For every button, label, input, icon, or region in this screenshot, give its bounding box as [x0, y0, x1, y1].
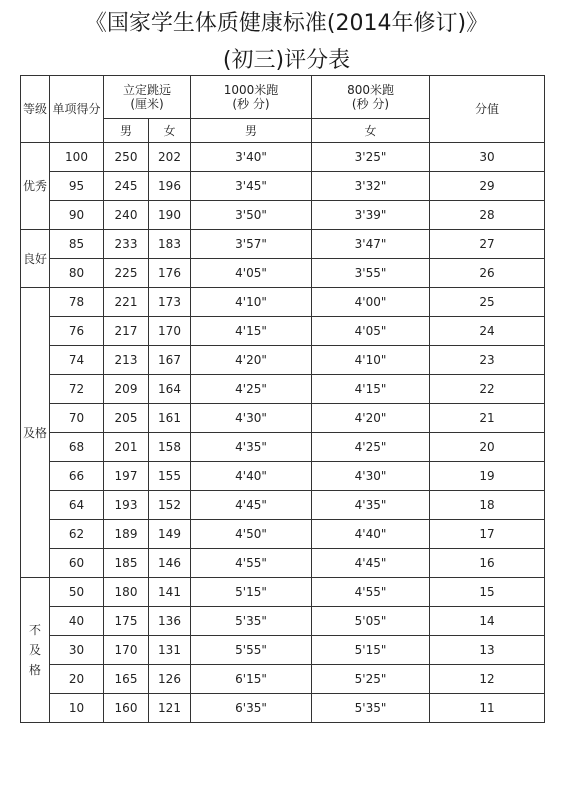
run-female-cell: 4'35" — [312, 491, 430, 520]
jump-male-cell: 185 — [104, 549, 149, 578]
jump-male-cell: 245 — [104, 172, 149, 201]
run-male-cell: 4'55" — [191, 549, 312, 578]
header-run-1000 — [191, 76, 312, 119]
jump-female-cell: 183 — [149, 230, 191, 259]
page-title: 《国家学生体质健康标准(2014年修订)》 — [84, 11, 489, 36]
points-cell: 24 — [430, 317, 545, 346]
run-male-cell: 3'40" — [191, 143, 312, 172]
item-score-cell: 100 — [50, 143, 104, 172]
run-female-cell: 5'35" — [312, 694, 430, 723]
table-row — [21, 288, 545, 317]
item-score-cell: 74 — [50, 346, 104, 375]
table-row — [21, 259, 545, 288]
jump-female-cell: 190 — [149, 201, 191, 230]
run-female-cell: 3'47" — [312, 230, 430, 259]
table-row — [21, 317, 545, 346]
run-male-cell: 4'20" — [191, 346, 312, 375]
header-run-800-unit: (秒 分) — [351, 97, 390, 111]
run-female-cell: 3'55" — [312, 259, 430, 288]
points-cell: 19 — [430, 462, 545, 491]
header-run-female: 女 — [312, 119, 430, 143]
run-male-cell: 5'35" — [191, 607, 312, 636]
jump-male-cell: 217 — [104, 317, 149, 346]
jump-male-cell: 201 — [104, 433, 149, 462]
run-male-cell: 4'15" — [191, 317, 312, 346]
run-female-cell: 4'25" — [312, 433, 430, 462]
score-table — [20, 75, 545, 723]
table-row — [21, 143, 545, 172]
table-row — [21, 462, 545, 491]
header-run-1000-title: 1000米跑 — [223, 83, 279, 97]
run-male-cell: 4'45" — [191, 491, 312, 520]
run-male-cell: 4'05" — [191, 259, 312, 288]
jump-male-cell: 180 — [104, 578, 149, 607]
table-row — [21, 636, 545, 665]
points-cell: 25 — [430, 288, 545, 317]
item-score-cell: 76 — [50, 317, 104, 346]
run-male-cell: 5'15" — [191, 578, 312, 607]
header-jump-unit: (厘米) — [130, 97, 164, 111]
item-score-cell: 10 — [50, 694, 104, 723]
run-male-cell: 3'57" — [191, 230, 312, 259]
item-score-cell: 30 — [50, 636, 104, 665]
table-row — [21, 694, 545, 723]
jump-male-cell: 240 — [104, 201, 149, 230]
jump-female-cell: 170 — [149, 317, 191, 346]
points-cell: 20 — [430, 433, 545, 462]
header-points: 分值 — [430, 76, 545, 143]
jump-female-cell: 126 — [149, 665, 191, 694]
run-male-cell: 4'10" — [191, 288, 312, 317]
run-male-cell: 5'55" — [191, 636, 312, 665]
run-female-cell: 4'15" — [312, 375, 430, 404]
item-score-cell: 20 — [50, 665, 104, 694]
jump-female-cell: 141 — [149, 578, 191, 607]
jump-male-cell: 165 — [104, 665, 149, 694]
table-row — [21, 607, 545, 636]
run-female-cell: 5'05" — [312, 607, 430, 636]
run-female-cell: 4'55" — [312, 578, 430, 607]
jump-female-cell: 164 — [149, 375, 191, 404]
item-score-cell: 70 — [50, 404, 104, 433]
header-item-score: 单项得分 — [50, 76, 104, 143]
item-score-cell: 62 — [50, 520, 104, 549]
header-jump-title: 立定跳远 — [123, 83, 172, 97]
grade-label: 良好 — [22, 251, 47, 266]
points-cell: 13 — [430, 636, 545, 665]
points-cell: 26 — [430, 259, 545, 288]
table-row — [21, 172, 545, 201]
item-score-cell: 78 — [50, 288, 104, 317]
points-cell: 21 — [430, 404, 545, 433]
header-run-800-title: 800米跑 — [347, 83, 394, 97]
item-score-cell: 50 — [50, 578, 104, 607]
grade-cell-fail — [21, 578, 50, 723]
points-cell: 30 — [430, 143, 545, 172]
header-run-800 — [312, 76, 430, 119]
table-row — [21, 578, 545, 607]
points-cell: 17 — [430, 520, 545, 549]
run-female-cell: 5'15" — [312, 636, 430, 665]
run-female-cell: 4'20" — [312, 404, 430, 433]
table-row — [21, 665, 545, 694]
jump-female-cell: 146 — [149, 549, 191, 578]
run-female-cell: 4'05" — [312, 317, 430, 346]
grade-label: 不及格 — [28, 623, 41, 677]
jump-male-cell: 221 — [104, 288, 149, 317]
grade-label: 及格 — [22, 425, 47, 440]
jump-male-cell: 233 — [104, 230, 149, 259]
jump-male-cell: 197 — [104, 462, 149, 491]
table-row — [21, 433, 545, 462]
item-score-cell: 68 — [50, 433, 104, 462]
run-female-cell: 3'32" — [312, 172, 430, 201]
run-female-cell: 4'10" — [312, 346, 430, 375]
header-grade: 等级 — [21, 76, 50, 143]
run-female-cell: 3'39" — [312, 201, 430, 230]
item-score-cell: 90 — [50, 201, 104, 230]
points-cell: 12 — [430, 665, 545, 694]
item-score-cell: 66 — [50, 462, 104, 491]
points-cell: 22 — [430, 375, 545, 404]
jump-male-cell: 170 — [104, 636, 149, 665]
jump-female-cell: 131 — [149, 636, 191, 665]
jump-female-cell: 176 — [149, 259, 191, 288]
jump-female-cell: 152 — [149, 491, 191, 520]
item-score-cell: 95 — [50, 172, 104, 201]
run-female-cell: 4'30" — [312, 462, 430, 491]
run-female-cell: 4'00" — [312, 288, 430, 317]
points-cell: 16 — [430, 549, 545, 578]
jump-female-cell: 202 — [149, 143, 191, 172]
table-row — [21, 230, 545, 259]
jump-female-cell: 136 — [149, 607, 191, 636]
header-run-1000-unit: (秒 分) — [232, 97, 270, 111]
header-jump-male: 男 — [104, 119, 149, 143]
jump-male-cell: 205 — [104, 404, 149, 433]
points-cell: 27 — [430, 230, 545, 259]
item-score-cell: 60 — [50, 549, 104, 578]
run-male-cell: 3'50" — [191, 201, 312, 230]
points-cell: 29 — [430, 172, 545, 201]
jump-female-cell: 158 — [149, 433, 191, 462]
run-male-cell: 4'35" — [191, 433, 312, 462]
jump-female-cell: 161 — [149, 404, 191, 433]
item-score-cell: 72 — [50, 375, 104, 404]
run-male-cell: 4'25" — [191, 375, 312, 404]
run-male-cell: 3'45" — [191, 172, 312, 201]
jump-male-cell: 209 — [104, 375, 149, 404]
points-cell: 28 — [430, 201, 545, 230]
table-row — [21, 346, 545, 375]
header-run-male: 男 — [191, 119, 312, 143]
run-female-cell: 5'25" — [312, 665, 430, 694]
points-cell: 14 — [430, 607, 545, 636]
jump-male-cell: 160 — [104, 694, 149, 723]
grade-cell-excellent — [21, 143, 50, 230]
points-cell: 18 — [430, 491, 545, 520]
item-score-cell: 64 — [50, 491, 104, 520]
run-male-cell: 4'50" — [191, 520, 312, 549]
run-female-cell: 3'25" — [312, 143, 430, 172]
jump-male-cell: 193 — [104, 491, 149, 520]
jump-male-cell: 250 — [104, 143, 149, 172]
run-male-cell: 4'40" — [191, 462, 312, 491]
run-male-cell: 4'30" — [191, 404, 312, 433]
run-male-cell: 6'35" — [191, 694, 312, 723]
jump-female-cell: 155 — [149, 462, 191, 491]
item-score-cell: 80 — [50, 259, 104, 288]
jump-female-cell: 196 — [149, 172, 191, 201]
run-male-cell: 6'15" — [191, 665, 312, 694]
table-row — [21, 491, 545, 520]
jump-male-cell: 189 — [104, 520, 149, 549]
points-cell: 23 — [430, 346, 545, 375]
jump-male-cell: 225 — [104, 259, 149, 288]
run-female-cell: 4'45" — [312, 549, 430, 578]
jump-male-cell: 213 — [104, 346, 149, 375]
run-female-cell: 4'40" — [312, 520, 430, 549]
jump-male-cell: 175 — [104, 607, 149, 636]
points-cell: 11 — [430, 694, 545, 723]
jump-female-cell: 121 — [149, 694, 191, 723]
jump-female-cell: 173 — [149, 288, 191, 317]
jump-female-cell: 167 — [149, 346, 191, 375]
header-row — [21, 76, 545, 119]
grade-cell-pass — [21, 288, 50, 578]
table-row — [21, 549, 545, 578]
grade-cell-good — [21, 230, 50, 288]
header-jump-female: 女 — [149, 119, 191, 143]
jump-female-cell: 149 — [149, 520, 191, 549]
grade-label: 优秀 — [22, 179, 47, 193]
table-row — [21, 404, 545, 433]
points-cell: 15 — [430, 578, 545, 607]
item-score-cell: 85 — [50, 230, 104, 259]
header-jump — [104, 76, 191, 119]
table-row — [21, 375, 545, 404]
table-row — [21, 201, 545, 230]
page-subtitle: (初三)评分表 — [222, 48, 351, 73]
table-row — [21, 520, 545, 549]
item-score-cell: 40 — [50, 607, 104, 636]
